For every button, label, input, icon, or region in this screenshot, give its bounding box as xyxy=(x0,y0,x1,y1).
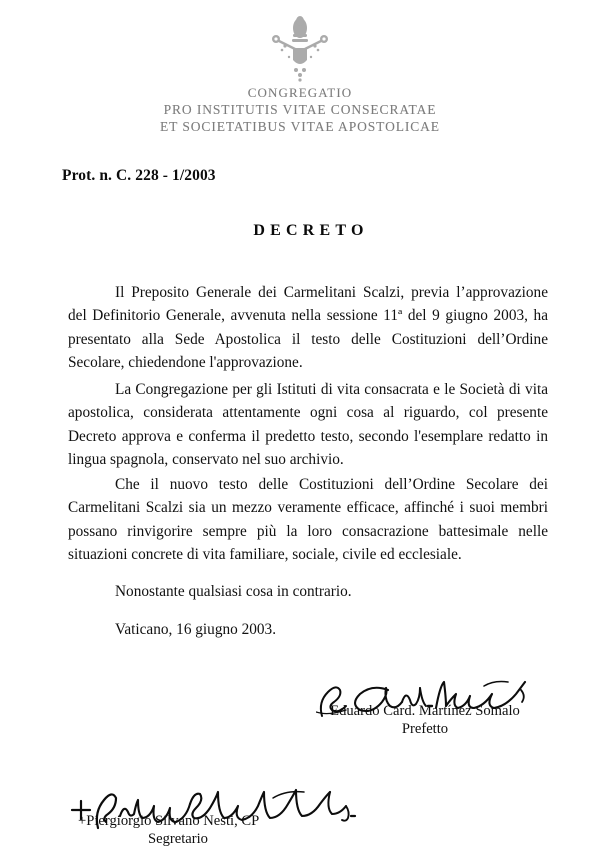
emblem-container xyxy=(0,12,600,84)
closing-statement: Nonostante qualsiasi cosa in contrario. xyxy=(115,583,352,600)
letterhead-line-1: CONGREGATIO xyxy=(247,85,353,100)
protocol-number: Prot. n. C. 228 - 1/2003 xyxy=(62,167,216,184)
signature-block-prefetto xyxy=(300,676,550,739)
signature-block-segretario xyxy=(62,786,362,849)
handwritten-signature-icon xyxy=(62,786,362,826)
papal-coat-of-arms-icon xyxy=(263,12,337,84)
page-title: DECRETO xyxy=(253,222,369,239)
signature-role: Segretario xyxy=(148,831,208,847)
body-paragraph: La Congregazione per gli Istituti di vita consacrata e le Società di vita apostolica, considerata attentamente ogni cosa al riguardo, col presente Decreto approva e conferma il predetto testo, secondo l'esemplare redatto in lingua spagnola, conservato nel suo archivio. xyxy=(68,381,548,469)
signature-role: Prefetto xyxy=(401,721,449,737)
body-paragraph: Il Preposito Generale dei Carmelitani Scalzi, previa l’approvazione del Definitorio Generale, avvenuta nella sessione 11ª del 9 giugno 2003, ha presentato alla Sede Apostolica il testo delle Costituzioni dell’Ordine Secolare, chiedendone l'approvazione. xyxy=(68,284,548,372)
letterhead-line-2: PRO INSTITUTIS VITAE CONSECRATAE xyxy=(163,102,437,117)
letterhead-line-3: ET SOCIETATIBUS VITAE APOSTOLICAE xyxy=(160,119,440,134)
place-and-date: Vaticano, 16 giugno 2003. xyxy=(115,621,277,638)
body-paragraph: Che il nuovo testo delle Costituzioni dell’Ordine Secolare dei Carmelitani Scalzi sia un mezzo veramente efficace, affinché i suoi membri possano rinvigorire sempre più la loro consacrazione battesimale nelle situazioni concrete di vita familiare, sociale, civile ed ecclesiale. xyxy=(68,476,548,564)
signature-name: +Piergiorgio Silvano Nesti, CP xyxy=(78,813,260,829)
handwritten-signature-icon xyxy=(300,676,550,716)
signature-name: Eduardo Card. Martínez Somalo xyxy=(330,703,520,719)
letterhead xyxy=(0,84,600,135)
